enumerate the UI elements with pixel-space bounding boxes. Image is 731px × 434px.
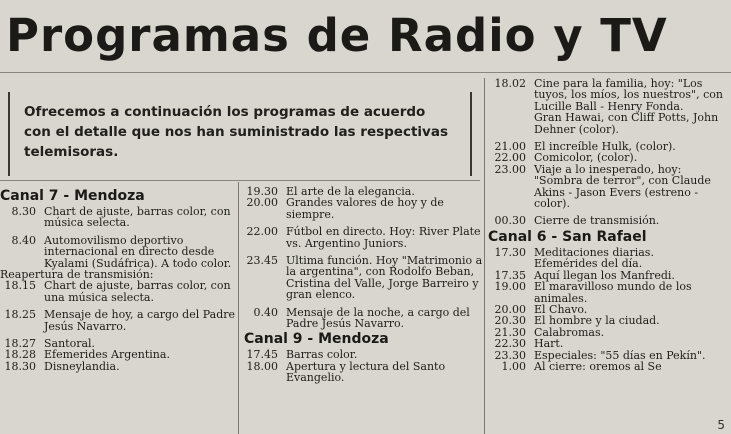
program-title: El maravilloso mundo de los animales. [534, 280, 692, 305]
program-entry [488, 215, 731, 226]
program-time: 21.00 [494, 140, 526, 154]
program-title: Ultima función. Hoy "Matrimonio a la argentina", con Rodolfo Beban, Cristina del Valle, Jorge Barreiro y gran elenco. [286, 254, 483, 302]
program-entry [488, 338, 731, 349]
program-entry [488, 281, 731, 304]
canal-9-list-continued [488, 78, 731, 227]
program-entry [488, 258, 731, 269]
canal-7-list-c [244, 186, 484, 329]
program-time: 19.00 [494, 280, 526, 294]
canal-9-list [244, 349, 484, 383]
program-entry [0, 206, 236, 229]
program-entry [488, 315, 731, 326]
column-3 [488, 78, 731, 372]
column-1 [0, 186, 236, 372]
program-entry [488, 361, 731, 372]
program-title: El Chavo. [534, 302, 588, 316]
program-entry [244, 307, 484, 330]
program-time: 17.35 [494, 268, 526, 282]
program-time: 23.30 [494, 348, 526, 362]
program-time: 18.15 [4, 279, 36, 293]
program-time: 8.30 [11, 205, 36, 218]
program-time: 00.30 [494, 214, 526, 228]
program-title: Santoral. [44, 337, 96, 351]
program-title: Cine para la familia, hoy: "Los tuyos, los míos, los nuestros", con Lucille Ball - Henry Fonda. [534, 77, 723, 113]
program-title: Gran Hawai, con Cliff Potts, John Dehner (color). [534, 111, 719, 136]
program-entry [488, 112, 731, 135]
program-time: 22.00 [246, 225, 278, 239]
program-time: 17.45 [246, 348, 278, 362]
program-title: Al cierre: oremos al Se [534, 359, 662, 373]
program-time: 22.00 [494, 151, 526, 165]
program-time: 20.00 [494, 302, 526, 316]
canal-7-list-a [0, 206, 236, 269]
program-time: 18.30 [4, 359, 36, 373]
canal-7-list-b [0, 280, 236, 372]
program-time: 18.02 [494, 77, 526, 90]
program-title: Automovilismo deportivo internacional en directo desde Kyalami (Sudáfrica). A todo color. [44, 233, 232, 270]
program-entry [244, 361, 484, 384]
program-title: Viaje a lo inesperado, hoy: "Sombra de terror", con Claude Akins - Jason Evers (estreno - color). [534, 162, 711, 211]
column-2 [244, 186, 484, 384]
program-time: 18.27 [4, 337, 36, 351]
program-title: Grandes valores de hoy y de siempre. [286, 196, 444, 221]
program-time: 1.00 [501, 359, 526, 373]
canal-7-heading: Canal 7 - Mendoza [0, 188, 145, 204]
program-entry [0, 280, 236, 303]
program-time: 21.30 [494, 325, 526, 339]
program-title: El increíble Hulk, (color). [534, 140, 676, 154]
program-title: El arte de la elegancia. [286, 185, 415, 198]
program-title: Apertura y lectura del Santo Evangelio. [286, 359, 446, 385]
program-title: Especiales: "55 días en Pekín". [534, 348, 706, 362]
program-entry [244, 197, 484, 220]
program-time: 0.40 [253, 305, 278, 319]
program-time [488, 112, 534, 135]
program-time: 18.00 [246, 359, 278, 373]
program-time: 17.30 [494, 245, 526, 259]
program-time: 20.00 [246, 196, 278, 210]
program-title: Hart. [534, 337, 564, 351]
program-time: 18.28 [4, 348, 36, 362]
reapertura-label: Reapertura de transmisión: [0, 268, 154, 282]
intro-box [8, 92, 472, 176]
program-title: Mensaje de hoy, a cargo del Padre Jesús Navarro. [44, 308, 236, 333]
program-title: Efemérides del día. [534, 257, 643, 271]
canal-6-list [488, 247, 731, 372]
program-title: Cierre de transmisión. [534, 214, 660, 228]
headline-rule [0, 72, 731, 73]
program-time: 20.30 [494, 314, 526, 328]
column-divider-1 [238, 182, 239, 434]
intro-text: Ofrecemos a continuación los programas de acuerdo con el detalle que nos han suministrado las respectivas telemisoras. [24, 104, 448, 160]
program-time: 23.00 [494, 162, 526, 176]
program-title: Calabromas. [534, 325, 605, 339]
program-entry [244, 255, 484, 301]
program-title: Chart de ajuste, barras color, con música selecta. [44, 205, 231, 230]
program-title: Barras color. [286, 348, 358, 362]
program-time [488, 258, 534, 269]
program-title: Fútbol en directo. Hoy: River Plate vs. Argentino Juniors. [286, 225, 481, 250]
canal-6-heading: Canal 6 - San Rafael [488, 228, 647, 245]
program-title: Efemerides Argentina. [44, 348, 170, 362]
program-entry [488, 164, 731, 210]
program-time: 19.30 [246, 185, 278, 198]
program-entry [488, 78, 731, 112]
program-time: 8.40 [11, 233, 36, 247]
program-title: Comicolor, (color). [534, 151, 638, 165]
program-title: El hombre y la ciudad. [534, 314, 660, 328]
program-title: Aquí llegan los Manfredi. [534, 268, 675, 282]
page-number: 5 [717, 418, 725, 432]
program-entry [244, 226, 484, 249]
intro-rule [0, 180, 480, 181]
column-divider-2 [484, 78, 485, 434]
page-headline: Programas de Radio y TV [6, 9, 668, 62]
program-time: 18.25 [4, 308, 36, 322]
program-entry [0, 235, 236, 269]
program-title: Disneylandia. [44, 359, 120, 373]
program-title: Chart de ajuste, barras color, con una música selecta. [44, 279, 231, 304]
program-entry [0, 309, 236, 332]
program-title: Mensaje de la noche, a cargo del Padre Jesús Navarro. [286, 305, 470, 331]
program-title: Meditaciones diarias. [534, 245, 654, 259]
program-entry [0, 361, 236, 372]
program-time: 23.45 [246, 254, 278, 268]
program-time: 22.30 [494, 337, 526, 351]
canal-9-heading: Canal 9 - Mendoza [244, 331, 389, 348]
